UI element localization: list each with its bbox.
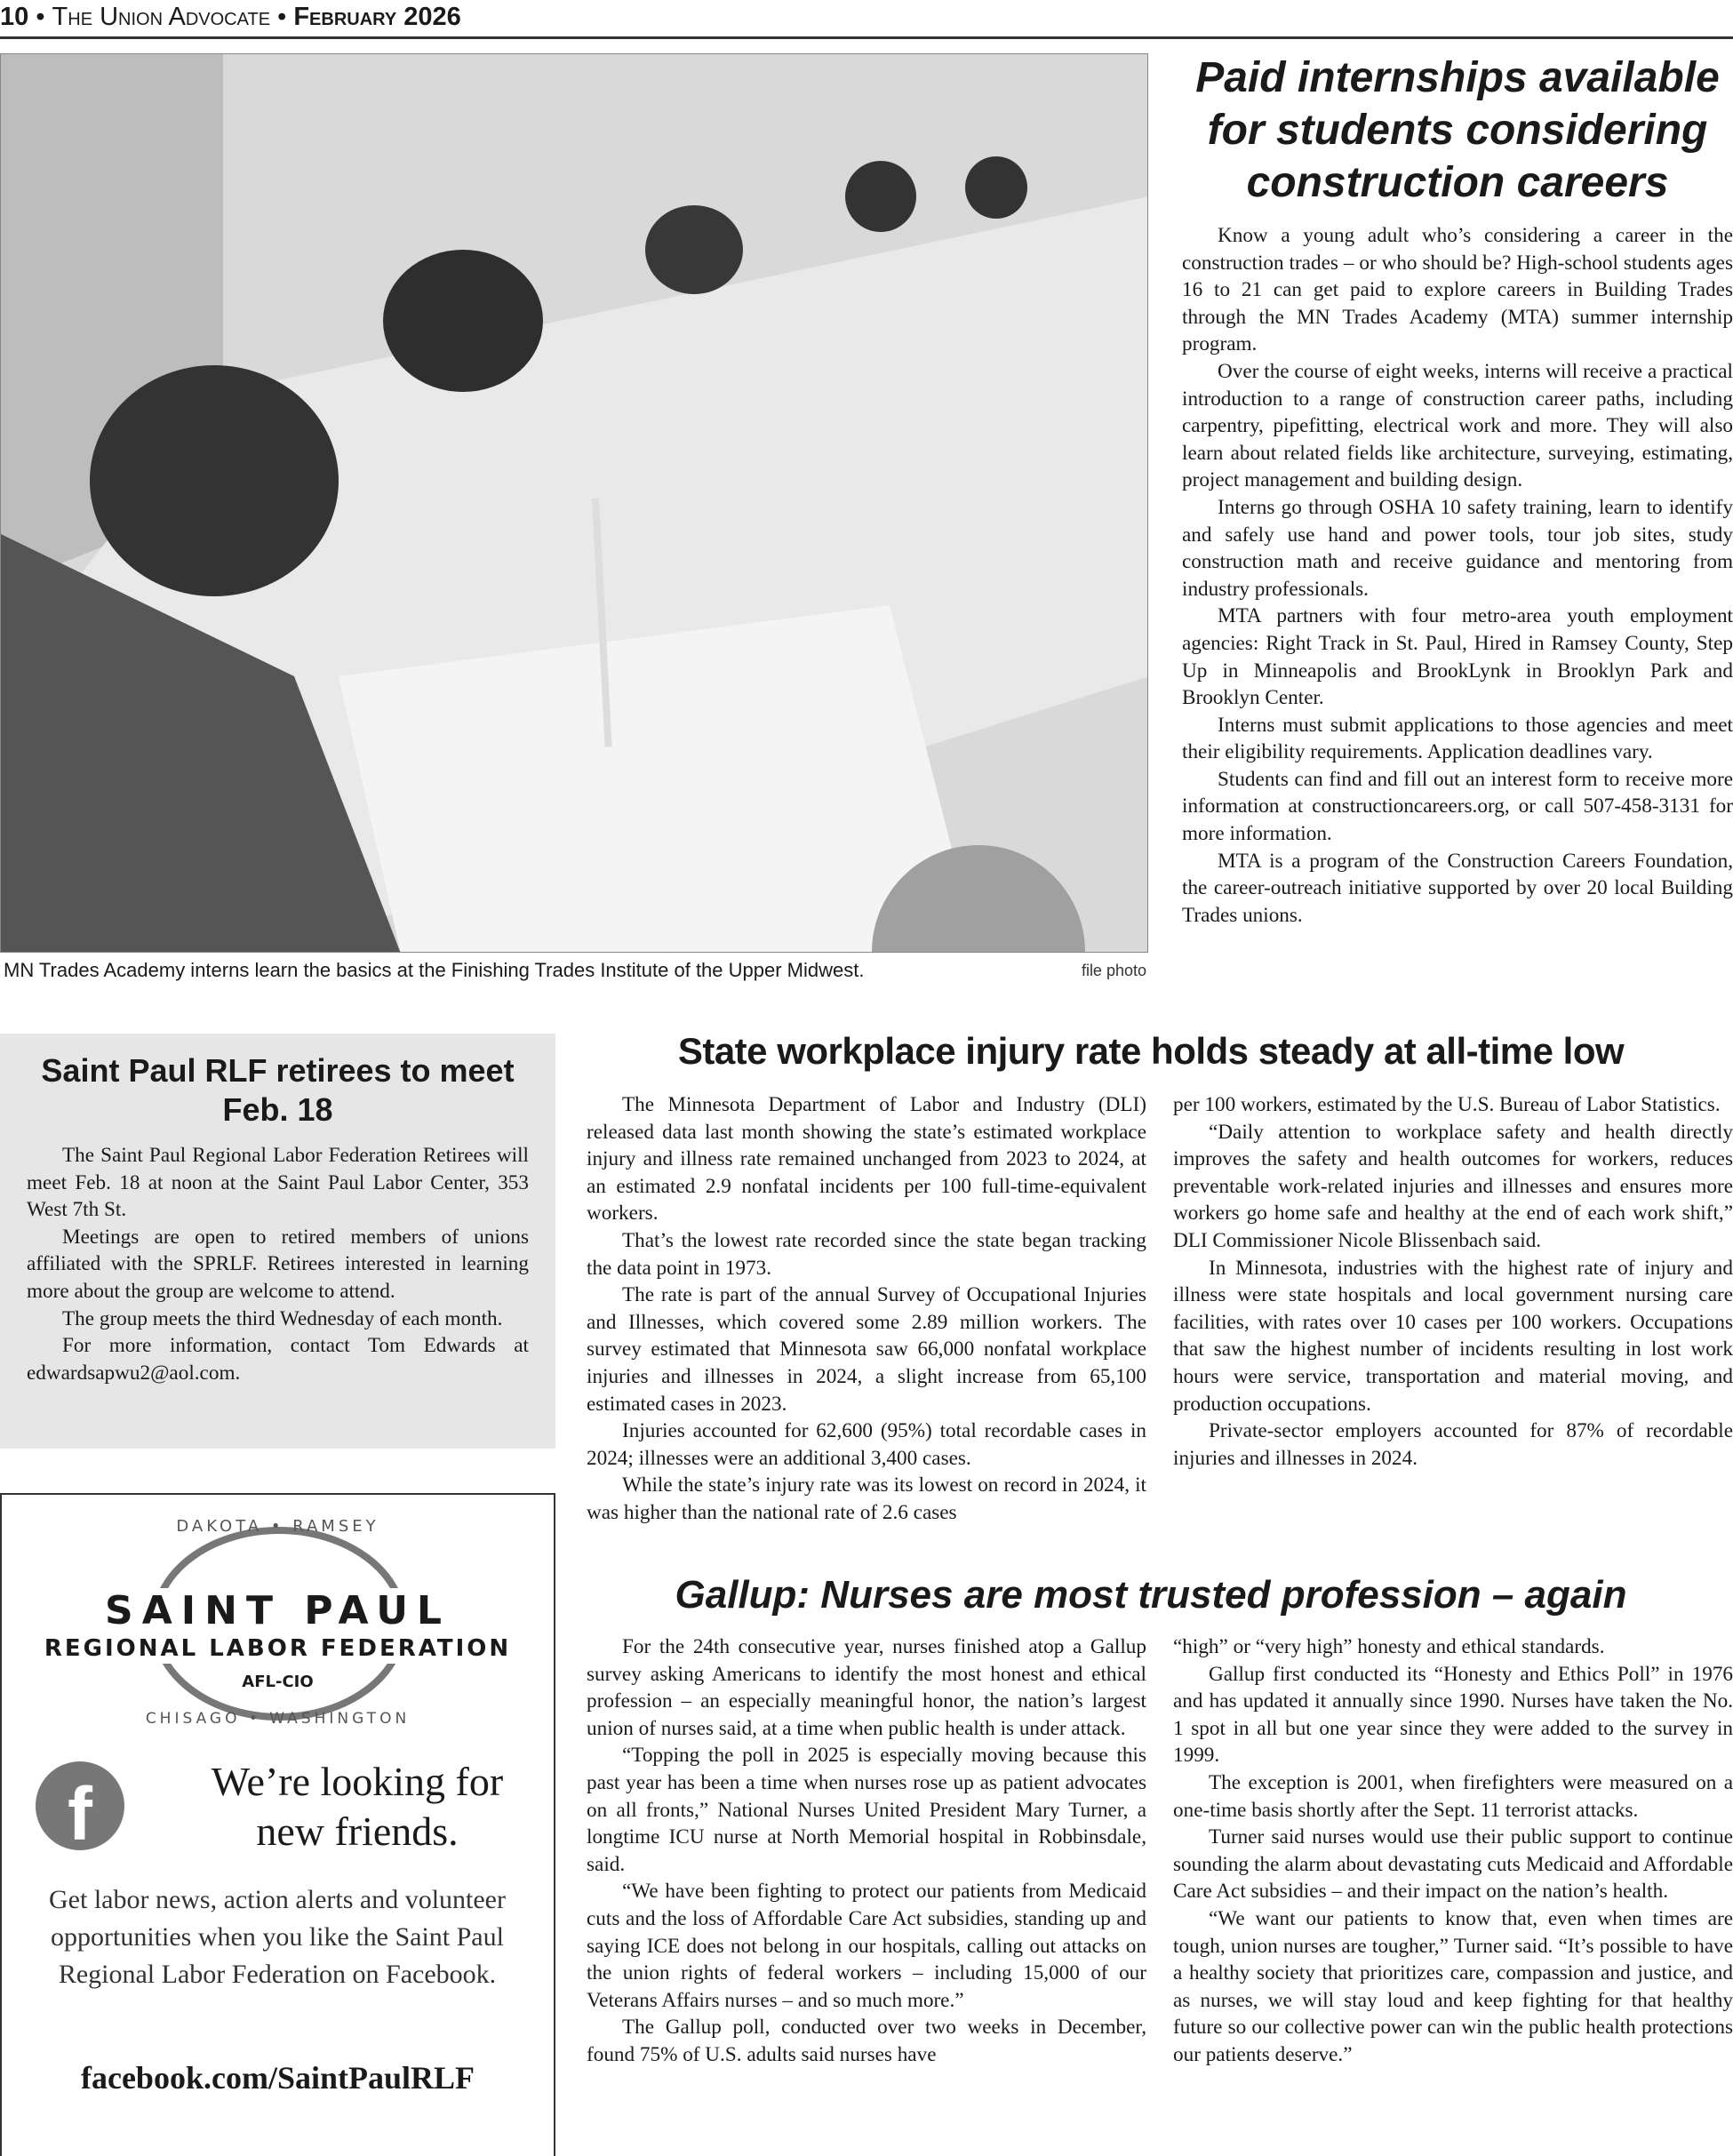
paragraph: Private-sector employers accounted for 87% of recordable injuries and illnesses in 2024. xyxy=(1173,1419,1733,1470)
paragraph: Turner said nurses would use their public support to continue sounding the alarm about devastating cuts Medicaid and Affordable Care Act subsidies – and their impact on the nation’s health. xyxy=(1173,1825,1733,1904)
paragraph: MTA is a program of the Construction Careers Foundation, the career-outreach initiative supported by over 20 local Building Trades unions. xyxy=(1182,849,1733,927)
publication-name: The Union Advocate xyxy=(52,3,271,31)
paragraph: “We have been fighting to protect our patients from Medicaid cuts and the loss of Affordable Care Act subsidies, standing up and saying ICE does not belong in our hospitals, calling out attacks on the union rights of federal workers – including 15,000 of our Veterans Affairs nurses – and so much more.” xyxy=(587,1880,1146,2012)
internship-headline: Paid internships available for students considering construction careers xyxy=(1195,54,1720,206)
paragraph: Students can find and fill out an interest form to receive more information at constructioncareers.org, or call 507-458-3131 for more information. xyxy=(1182,767,1733,846)
paragraph: Interns go through OSHA 10 safety training, learn to identify and safely use hand and power tools, tour job sites, study construction math and receive guidance and mentoring from industry professionals. xyxy=(1182,495,1733,601)
paragraph: Interns must submit applications to those agencies and meet their eligibility requirements. Application deadlines vary. xyxy=(1182,713,1733,764)
logo-subtitle: REGIONAL LABOR FEDERATION xyxy=(44,1635,512,1662)
photo-illustration xyxy=(1,54,1148,953)
paragraph: For more information, contact Tom Edwards at edwardsapwu2@aol.com. xyxy=(27,1334,529,1385)
facebook-icon: f xyxy=(36,1761,124,1850)
paragraph: The group meets the third Wednesday of each month. xyxy=(62,1306,503,1330)
injury-column-2 xyxy=(1173,1091,1733,1472)
paragraph: Know a young adult who’s considering a career in the construction trades – or who should be? High-school students ages 16 to 21 can get paid to explore careers in Building Trades through the MN Trades Academy (MTA) summer internship program. xyxy=(1182,224,1733,356)
logo-affiliation: AFL-CIO xyxy=(242,1673,314,1691)
interns-photo xyxy=(0,53,1148,953)
paragraph: Meetings are open to retired members of unions affiliated with the SPRLF. Retirees interested in learning more about the group are welcome to attend. xyxy=(27,1225,529,1303)
paragraph: The Gallup poll, conducted over two weeks in December, found 75% of U.S. adults said nurses have xyxy=(587,2016,1146,2066)
injury-column-1 xyxy=(587,1091,1146,1527)
issue-date: February 2026 xyxy=(293,3,461,31)
sprlf-logo xyxy=(2,1513,554,1735)
retirees-headline: Saint Paul RLF retirees to meet Feb. 18 xyxy=(41,1052,515,1128)
paragraph: “Topping the poll in 2025 is especially moving because this past year has been a time when nurses rose up as patient advocates on all fronts,” National Nurses United President Mary Turner, a longtime ICU nurse at North Memorial hospital in Robbinsdale, said. xyxy=(587,1744,1146,1876)
ad-url[interactable]: facebook.com/SaintPaulRLF xyxy=(80,2060,475,2096)
paragraph: Injuries accounted for 62,600 (95%) total recordable cases in 2024; illnesses were an additional 3,400 cases. xyxy=(587,1419,1146,1470)
paragraph: Gallup first conducted its “Honesty and Ethics Poll” in 1976 and has updated it annually since 1990. Nurses have taken the No. 1 spot in all but one year since they were added to the survey in 1999. xyxy=(1173,1662,1733,1768)
ad-headline: We’re looking for new friends. xyxy=(211,1759,504,1854)
paragraph: MTA partners with four metro-area youth employment agencies: Right Track in St. Paul, Hired in Ramsey County, Step Up in Minneapolis and BrookLynk in Brooklyn Park and Brooklyn Center. xyxy=(1182,604,1733,710)
paragraph: The Saint Paul Regional Labor Federation Retirees will meet Feb. 18 at noon at the Saint Paul Labor Center, 353 West 7th St. xyxy=(27,1144,529,1222)
paragraph: “high” or “very high” honesty and ethical standards. xyxy=(1173,1635,1605,1658)
caption-text: MN Trades Academy interns learn the basics at the Finishing Trades Institute of the Upper Midwest. xyxy=(4,959,865,981)
internship-article xyxy=(1182,222,1733,929)
gallup-column-1 xyxy=(587,1633,1146,2069)
logo-name: SAINT PAUL xyxy=(105,1588,451,1633)
photo-caption xyxy=(4,958,1146,983)
paragraph: The rate is part of the annual Survey of Occupational Injuries and Illnesses, which covered some 2.89 million workers. The survey estimated that Minnesota saw 66,000 nonfatal workplace injuries and illnesses in 2024, a slight increase from 65,100 estimated cases in 2023. xyxy=(587,1283,1146,1416)
paragraph: per 100 workers, estimated by the U.S. Bureau of Labor Statistics. xyxy=(1173,1093,1721,1116)
paragraph: In Minnesota, industries with the highest rate of injury and illness were state hospitals and local government nursing care facilities, with rates over 10 cases per 100 workers. Occupations that saw the highest number of incidents resulting in lost work hours were service, transportation and material moving, and production occupations. xyxy=(1173,1256,1733,1416)
logo-bottom-arc: CHISAGO • WASHINGTON xyxy=(145,1710,411,1728)
masthead: 10 • The Union Advocate • February 2026 xyxy=(0,0,1733,39)
paragraph: That’s the lowest rate recorded since the state began tracking the data point in 1973. xyxy=(587,1228,1146,1280)
retirees-notice xyxy=(0,1034,555,1449)
paragraph: For the 24th consecutive year, nurses finished atop a Gallup survey asking Americans to identify the most honest and ethical profession – an especially meaningful honor, the nation’s largest union of nurses said, at a time when public health is under attack. xyxy=(587,1635,1146,1740)
paragraph: “Daily attention to workplace safety and health directly improves the safety and health outcomes for workers, reduces preventable work-related injuries and illnesses and ensures more workers go home safe and healthy at the end of each work shift,” DLI Commissioner Nicole Blissenbach said. xyxy=(1173,1120,1733,1252)
paragraph: Over the course of eight weeks, interns will receive a practical introduction to a range of construction career paths, including carpentry, pipefitting, electrical work and more. They will also learn about related fields like architecture, surveying, estimating, project management and building design. xyxy=(1182,359,1733,492)
paragraph: “We want our patients to know that, even when times are tough, union nurses are tougher,” Turner said. “It’s possible to have a healthy society that prioritizes care, compassion and justice, and as nurses, we will stay loud and keep fighting for that healthy future so our collective power can win the public health protections our patients deserve.” xyxy=(1173,1906,1733,2066)
photo-credit: file photo xyxy=(1081,962,1146,979)
injury-headline: State workplace injury rate holds steady at all-time low xyxy=(677,1030,1625,1072)
logo-top-arc: DAKOTA • RAMSEY xyxy=(176,1517,379,1536)
page-number: 10 xyxy=(0,3,29,31)
paragraph: The exception is 2001, when firefighters were measured on a one-time basis shortly after the Sept. 11 terrorist attacks. xyxy=(1173,1770,1733,1822)
gallup-column-2 xyxy=(1173,1633,1733,2069)
paragraph: While the state’s injury rate was its lowest on record in 2024, it was higher than the national rate of 2.6 cases xyxy=(587,1473,1146,1524)
facebook-ad xyxy=(0,1493,555,2156)
paragraph: The Minnesota Department of Labor and Industry (DLI) released data last month showing the state’s estimated workplace injury and illness rate remained unchanged from 2023 to 2024, at an estimated 2.9 nonfatal incidents per 100 full-time-equivalent workers. xyxy=(587,1093,1146,1226)
ad-body: Get labor news, action alerts and volunteer opportunities when you like the Saint Paul Regional Labor Federation on Facebook. xyxy=(49,1885,506,1989)
gallup-headline: Gallup: Nurses are most trusted profession – again xyxy=(675,1573,1627,1617)
